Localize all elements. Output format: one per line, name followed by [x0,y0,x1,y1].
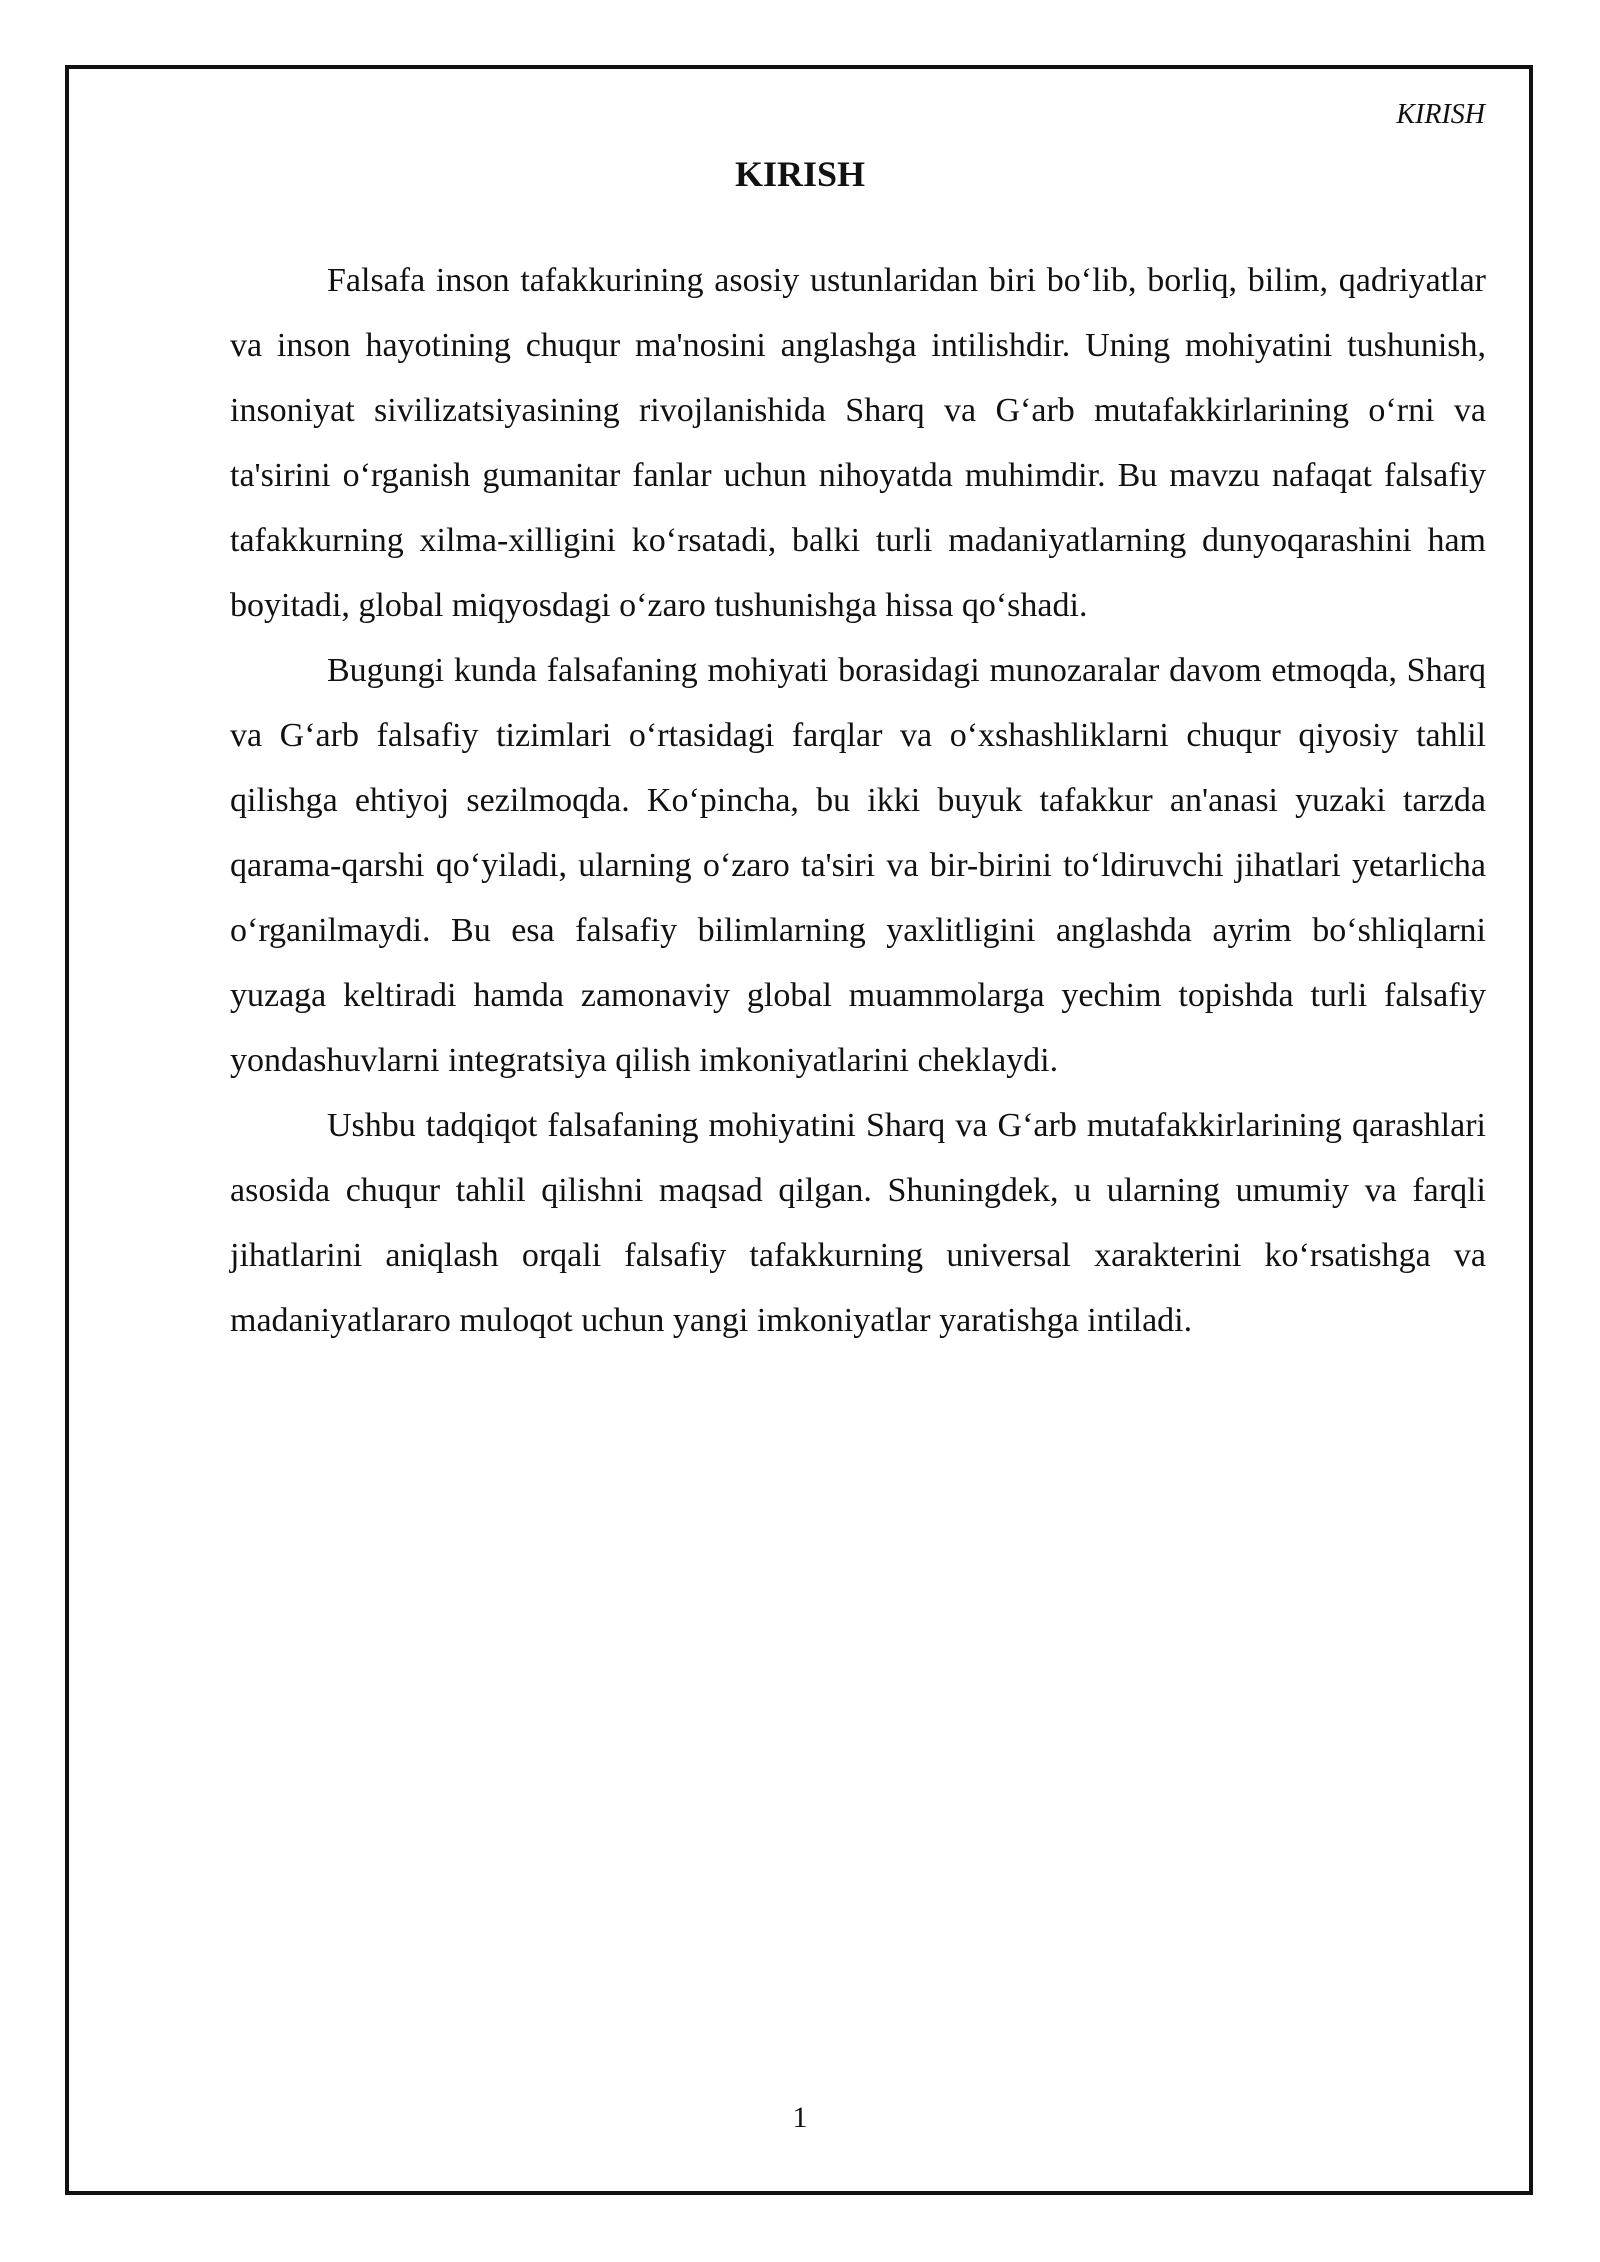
page-number: 1 [792,2101,808,2134]
running-header: KIRISH [1396,99,1485,130]
paragraph-2: Bugungi kunda falsafaning mohiyati borasidagi munozaralar davom etmoqda, Sharq va Gʻarb falsafiy tizimlari oʻrtasidagi farqlar va oʻxshashliklarni chuqur qiyosiy tahlil qilishga ehtiyoj sezilmoqda. Koʻpincha, bu ikki buyuk tafakkur an'anasi yuzaki tarzda qarama-qarshi qoʻyiladi, ularning oʻzaro ta'siri va bir-birini toʻldiruvchi jihatlari yetarlicha oʻrganilmaydi. Bu esa falsafiy bilimlarning yaxlitligini anglashda ayrim boʻshliqlarni yuzaga keltiradi hamda zamonaviy global muammolarga yechim topishda turli falsafiy yondashuvlarni integratsiya qilish imkoniyatlarini cheklaydi. [230,652,1486,1079]
page-title: KIRISH [734,154,866,194]
body-text [230,248,1486,1353]
paragraph-3: Ushbu tadqiqot falsafaning mohiyatini Sharq va Gʻarb mutafakkirlarining qarashlari asosida chuqur tahlil qilishni maqsad qilgan. Shuningdek, u ularning umumiy va farqli jihatlarini aniqlash orqali falsafiy tafakkurning universal xarakterini koʻrsatishga va madaniyatlararo muloqot uchun yangi imkoniyatlar yaratishga intiladi. [230,1107,1486,1339]
paragraph-1: Falsafa inson tafakkurining asosiy ustunlaridan biri boʻlib, borliq, bilim, qadriyatlar va inson hayotining chuqur ma'nosini anglashga intilishdir. Uning mohiyatini tushunish, insoniyat sivilizatsiyasining rivojlanishida Sharq va Gʻarb mutafakkirlarining oʻrni va ta'sirini oʻrganish gumanitar fanlar uchun nihoyatda muhimdir. Bu mavzu nafaqat falsafiy tafakkurning xilma-xilligini koʻrsatadi, balki turli madaniyatlarning dunyoqarashini ham boyitadi, global miqyosdagi oʻzaro tushunishga hissa qoʻshadi. [230,262,1486,624]
